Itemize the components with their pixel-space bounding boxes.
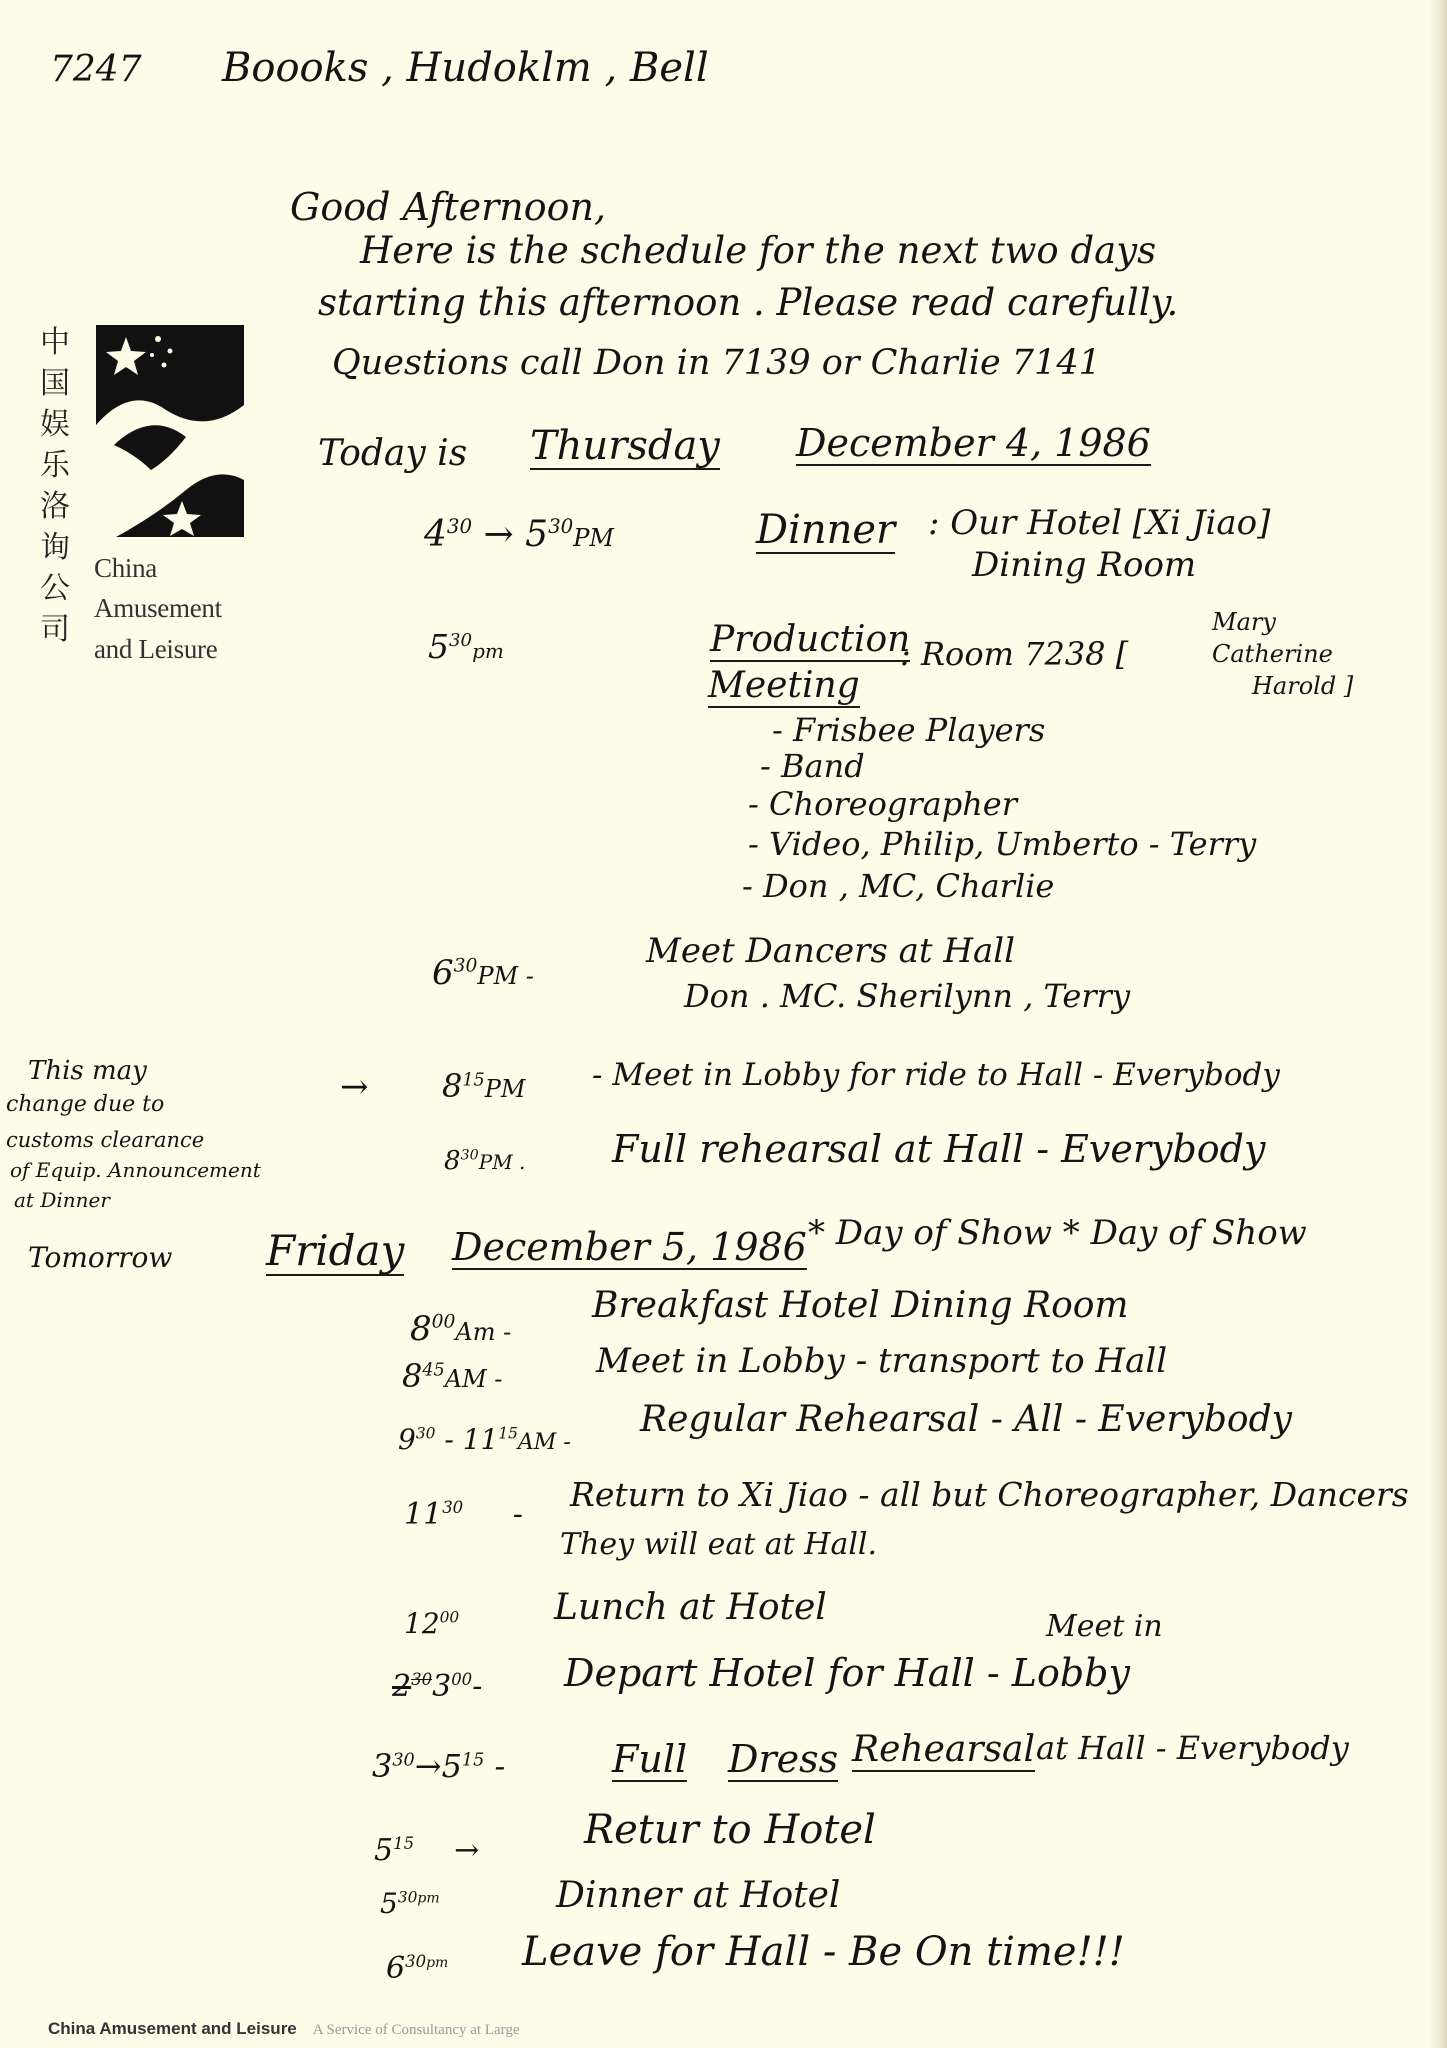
header-names: Boooks , Hudoklm , Bell — [222, 45, 709, 91]
margin-note-4: of Equip. Announcement — [10, 1158, 261, 1182]
friday-event-3: Regular Rehearsal - All - Everybody — [640, 1399, 1292, 1440]
dancers-event: Meet Dancers at Hall — [646, 931, 1016, 971]
today-day: Thursday — [530, 423, 720, 469]
rehearsal-event: Full rehearsal at Hall - Everybody — [612, 1127, 1266, 1171]
lobby-time: $8^{15}PM$ — [442, 1067, 526, 1105]
today-date: December 4, 1986 — [796, 421, 1151, 465]
friday-event-8: Retur to Hotel — [584, 1807, 876, 1853]
friday-day: Friday — [266, 1226, 405, 1275]
dancers-who: Don . MC. Sherilynn , Terry — [684, 977, 1131, 1015]
friday-event-7b: Dress — [728, 1737, 839, 1781]
friday-event-6: Depart Hotel for Hall - Lobby — [564, 1651, 1130, 1695]
friday-time-2: $8^{45}AM$ - — [402, 1357, 503, 1395]
attendee-1: - Frisbee Players — [772, 711, 1046, 749]
attendee-5: - Don , MC, Charlie — [742, 867, 1055, 905]
logo-text-line-2: Amusement — [94, 593, 222, 623]
friday-time-8: $5^{15}$ → — [374, 1833, 480, 1868]
friday-event-4: Return to Xi Jiao - all but Choreographer, Dancers — [570, 1475, 1409, 1514]
friday-time-6: $2^{30}3^{00}-$ — [392, 1669, 483, 1704]
lobby-event: - Meet in Lobby for ride to Hall - Everybody — [592, 1057, 1280, 1093]
intro-line-3: Questions call Don in 7139 or Charlie 7141 — [332, 343, 1101, 383]
friday-event-7a: Full — [612, 1737, 688, 1781]
friday-time-10: $6^{30pm}$ — [386, 1951, 449, 1986]
friday-event-1: Breakfast Hotel Dining Room — [592, 1285, 1129, 1326]
friday-time-7: $3^{30}\to 5^{15}$ - — [372, 1747, 506, 1785]
friday-date: December 5, 1986 — [452, 1225, 807, 1269]
dinner-detail-2: Dining Room — [972, 545, 1197, 585]
logo-text-line-1: China — [94, 553, 157, 583]
dove-logo — [96, 325, 244, 537]
friday-time-3: $9^{30} - 11^{15}AM$ - — [398, 1423, 571, 1456]
today-prefix: Today is — [318, 433, 468, 474]
production-person-1: Mary — [1212, 608, 1276, 636]
attendee-3: - Choreographer — [748, 785, 1018, 823]
friday-insert-6: Meet in — [1046, 1609, 1163, 1644]
friday-time-5: $12^{00}$ — [404, 1607, 460, 1640]
footer — [48, 2019, 520, 2039]
rehearsal-time: $8^{30}PM$ . — [444, 1146, 526, 1176]
friday-event-7d: at Hall - Everybody — [1036, 1729, 1349, 1767]
footer-tagline: A Service of Consultancy at Large — [312, 2022, 520, 2038]
dinner-event: Dinner — [756, 507, 896, 553]
production-event-2: Meeting — [708, 665, 860, 706]
margin-note-5: at Dinner — [14, 1188, 110, 1212]
production-room: : Room 7238 [ — [900, 635, 1129, 673]
friday-event-5: Lunch at Hotel — [554, 1587, 827, 1628]
friday-time-9: $5^{30pm}$ — [380, 1887, 440, 1920]
friday-event-9: Dinner at Hotel — [556, 1875, 841, 1916]
production-person-2: Catherine — [1212, 640, 1333, 668]
logo-text-line-3: and Leisure — [94, 634, 218, 664]
friday-event-2: Meet in Lobby - transport to Hall — [596, 1341, 1168, 1381]
paper-edge — [1429, 0, 1447, 2048]
friday-event-7c: Rehearsal — [852, 1729, 1036, 1770]
friday-event-10: Leave for Hall - Be On time!!! — [522, 1929, 1125, 1975]
dinner-time: $4^{30} \to 5^{30}PM$ — [424, 514, 614, 555]
logo-chinese-name: 中国娱乐洛询公司 — [40, 325, 70, 647]
intro-line-1: Here is the schedule for the next two days — [360, 229, 1157, 272]
dinner-detail: : Our Hotel [Xi Jiao] — [928, 503, 1271, 543]
footer-brand: China Amusement and Leisure — [48, 2019, 297, 2038]
intro-line-2: starting this afternoon . Please read carefully. — [318, 281, 1179, 324]
header-room-number: 7247 — [50, 49, 142, 90]
margin-note-3: customs clearance — [6, 1128, 205, 1152]
margin-note-2: change due to — [6, 1092, 165, 1117]
friday-time-1: $8^{00}Am$ - — [410, 1309, 512, 1349]
friday-note: * Day of Show * Day of Show — [808, 1213, 1307, 1253]
friday-event-4-line-2: They will eat at Hall. — [560, 1527, 878, 1562]
dancers-time: $6^{30}PM$ - — [432, 953, 534, 993]
friday-time-4: $11^{30}$ - — [404, 1497, 523, 1532]
production-event: Production — [710, 619, 911, 660]
dove-icon — [96, 325, 244, 537]
greeting: Good Afternoon, — [290, 185, 607, 229]
lobby-arrow: → — [340, 1067, 369, 1107]
attendee-2: - Band — [760, 747, 865, 785]
production-time: $5^{30}pm$ — [428, 627, 504, 666]
production-person-3: Harold ] — [1252, 672, 1354, 700]
margin-note-1: This may — [28, 1056, 147, 1086]
tomorrow-label: Tomorrow — [28, 1241, 173, 1274]
attendee-4: - Video, Philip, Umberto - Terry — [748, 825, 1257, 863]
